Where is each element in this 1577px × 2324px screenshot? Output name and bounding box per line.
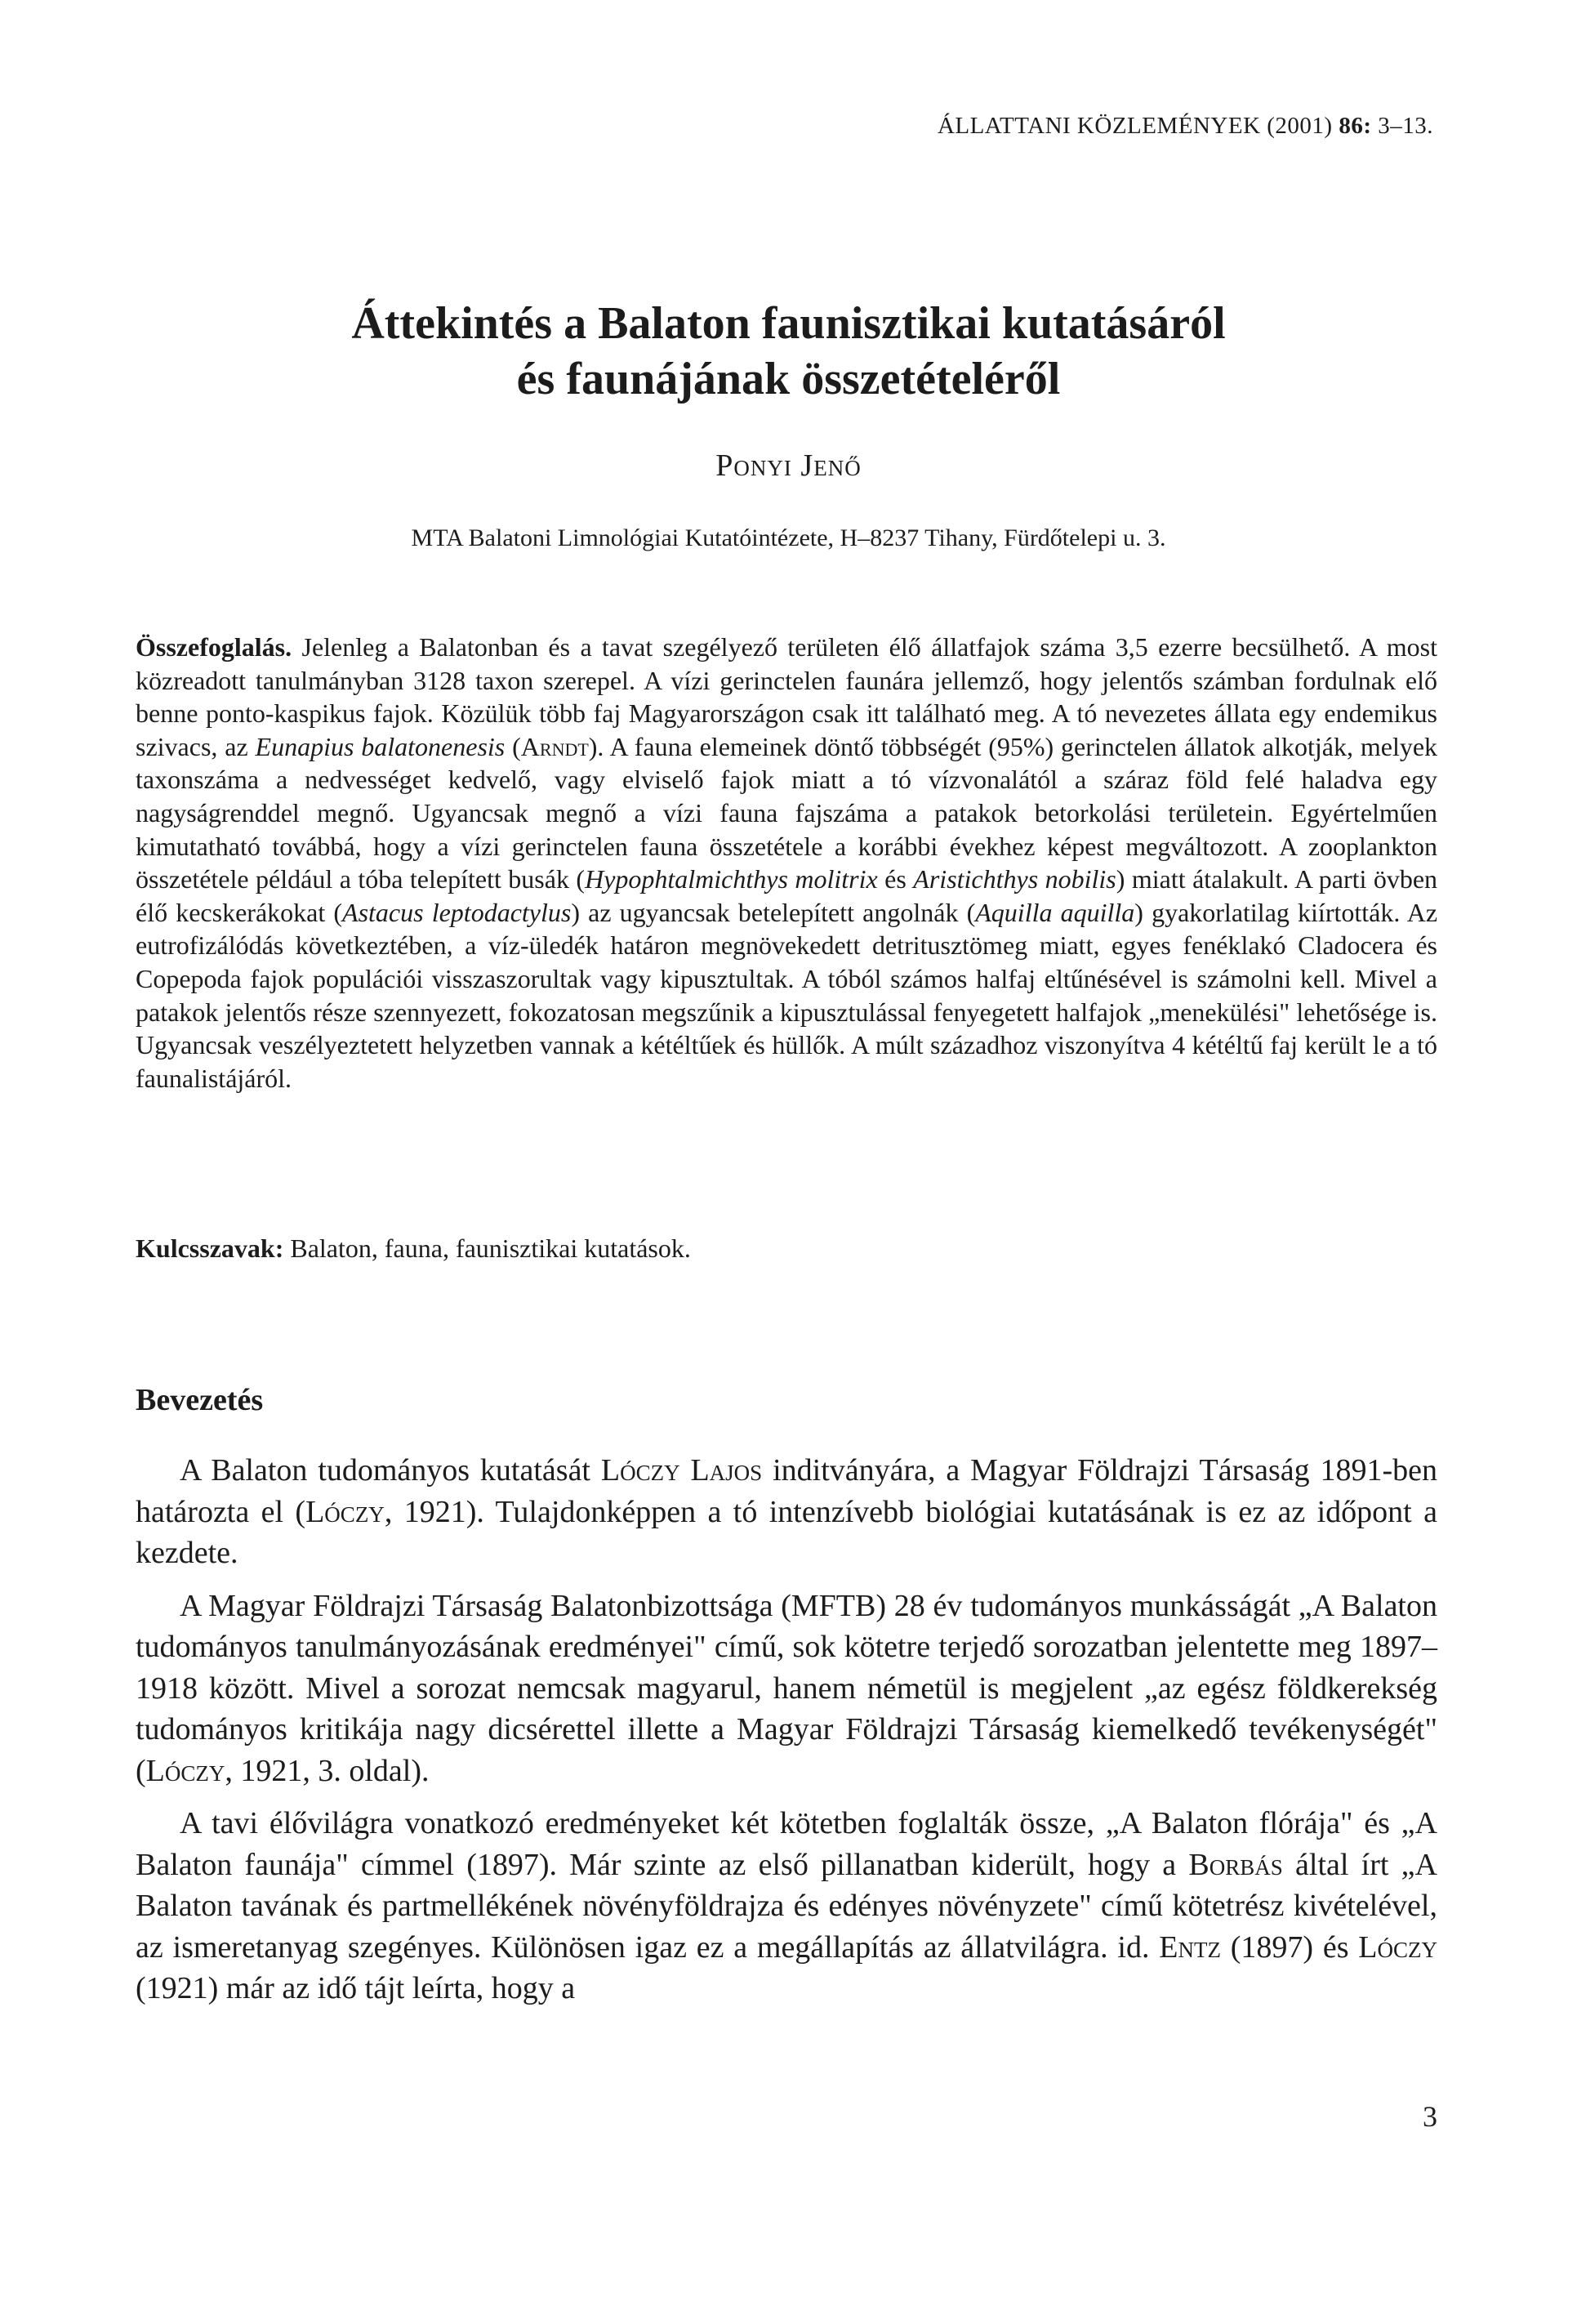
abstract-text-6: ) gyakorlatilag kiírtották. Az eutrofizálódás következtében, a víz-üledék határon megnövekedett detritusztömeg miatt, egyes fenéklakó Cladocera és Copepoda fajok populációi visszaszorultak vagy kipusztultak. A tóból számos halfaj eltűnésével is számolni kell. Mivel a patakok jelentős része szennyezett, fokozatosan megszűnik a kipusztulással fenyegetett halfajok „menekülési" lehetősége is. Ugyancsak veszélyeztetett helyzetben vannak a kétéltűek és hüllők. A múlt századhoz viszonyítva 4 kétéltű faj került le a tó faunalistájáról.	[136, 897, 1438, 1093]
abstract	[136, 631, 1437, 1095]
volume-number: 86:	[1339, 113, 1372, 139]
section-heading: Bevezetés	[136, 1383, 264, 1417]
species-name: Astacus leptodactylus	[342, 897, 572, 927]
species-name: Eunapius balatonenesis	[255, 731, 506, 761]
author-citation: (Arndt).	[512, 731, 604, 761]
author-reference: Lóczy Lajos	[600, 1453, 763, 1488]
paragraph	[136, 1450, 1437, 1574]
keywords	[136, 1233, 1437, 1264]
text: A Magyar Földrajzi Társaság Balatonbizottsága (MFTB) 28 év tudományos munkásságát „A Balaton tudományos tanulmányozásának eredményei" című, sok kötetre terjedő sorozatban jelentette meg 1897–1918 között. Mivel a sorozat nemcsak magyarul, hanem németül is megjelent „az egész földkerekség tudományos kritikája nagy dicsérettel illette a Magyar Földrajzi Társaság kiemelkedő tevékenységét" (	[136, 1588, 1437, 1788]
text: A tavi élővilágra vonatkozó eredményeket két kötetben foglalták össze, „A Balaton flórája" és „A Balaton faunája" címmel (1897). Már szinte az első pillanatban kiderült, hogy a	[136, 1806, 1437, 1882]
text: (1897) és	[1220, 1929, 1359, 1965]
author-reference: Borbás	[1188, 1847, 1283, 1882]
text: (1921) már az idő tájt leírta, hogy a	[136, 1971, 576, 2005]
abstract-label: Összefoglalás.	[136, 632, 292, 662]
species-name: Hypophtalmichthys molitrix	[585, 864, 878, 894]
page-number: 3	[1423, 2100, 1437, 2133]
author-reference: Entz	[1159, 1929, 1221, 1965]
abstract-text-3: és	[877, 864, 914, 894]
keywords-label: Kulcsszavak:	[136, 1233, 284, 1263]
species-name: Aquilla aquilla	[975, 897, 1135, 927]
abstract-text-2: A fauna elemeinek döntő többségét (95%) gerinctelen állatok alkotják, melyek taxonszáma a nedvességet kedvelő, vagy elviselő fajok miatt a tó vízvonalától a száraz föld felé haladva egy nagyságrenddel megnő. Ugyancsak megnő a vízi fauna fajszáma a patakok betorkolási területein. Egyértelműen kimutatható továbbá, hogy a vízi gerinctelen fauna összetétele a korábbi évekhez képest megváltozott. A zooplankton összetétele például a tóba telepített busák (	[136, 731, 1438, 894]
page-range: 3–13.	[1378, 113, 1433, 139]
keywords-text: Balaton, fauna, faunisztikai kutatások.	[290, 1233, 691, 1263]
abstract-text-1: Jelenleg a Balatonban és a tavat szegélyező területen élő állatfajok száma 3,5 ezerre becsülhető. A most közreadott tanulmányban 3128 taxon szerepel. A vízi gerinctelen faunára jellemző, hogy jelentős számban fordulnak elő benne ponto-kaspikus fajok. Közülük több faj Magyarországon csak itt található meg. A tó nevezetes állata egy endemikus szivacs, az	[136, 632, 1438, 761]
abstract-text-5: ) az ugyancsak betelepített angolnák (	[571, 897, 976, 927]
title-line-2: és faunájának összetételéről	[516, 354, 1061, 404]
paragraph	[136, 1586, 1437, 1792]
author-affiliation: MTA Balatoni Limnológiai Kutatóintézete, H–8237 Tihany, Fürdőtelepi u. 3.	[411, 524, 1166, 551]
text: által írt „A Balaton tavának és partmellékének növényföldrajza és edényes növényzete" című kötetrész kivételével, az ismeretanyag szegényes. Különösen igaz ez a megállapítás az állatvilágra. id.	[136, 1847, 1437, 1965]
author-reference: Lóczy	[1358, 1929, 1438, 1965]
species-name: Aristichthys nobilis	[913, 864, 1116, 894]
title-line-1: Áttekintés a Balaton faunisztikai kutatásáról	[351, 298, 1226, 349]
text: inditványára, a Magyar Földrajzi Társaság 1891-ben határozta el (	[136, 1453, 1437, 1529]
text: A Balaton tudományos kutatását	[180, 1453, 601, 1488]
abstract-text-4: ) miatt átalakult. A parti övben élő kecskerákokat (	[136, 864, 1438, 927]
journal-name: ÁLLATTANI KÖZLEMÉNYEK (2001)	[937, 113, 1333, 139]
author-name: Ponyi Jenő	[715, 448, 862, 483]
paragraph	[136, 1803, 1437, 2010]
text: , 1921). Tulajdonképpen a tó intenzívebb biológiai kutatásának is ez az időpont a kezdete.	[136, 1494, 1437, 1570]
body-text	[136, 1450, 1437, 2021]
author-reference: Lóczy	[145, 1753, 225, 1788]
text: , 1921, 3. oldal).	[225, 1753, 430, 1788]
article-title	[131, 296, 1446, 407]
running-header	[817, 113, 1433, 140]
author-reference: Lóczy	[305, 1494, 385, 1529]
